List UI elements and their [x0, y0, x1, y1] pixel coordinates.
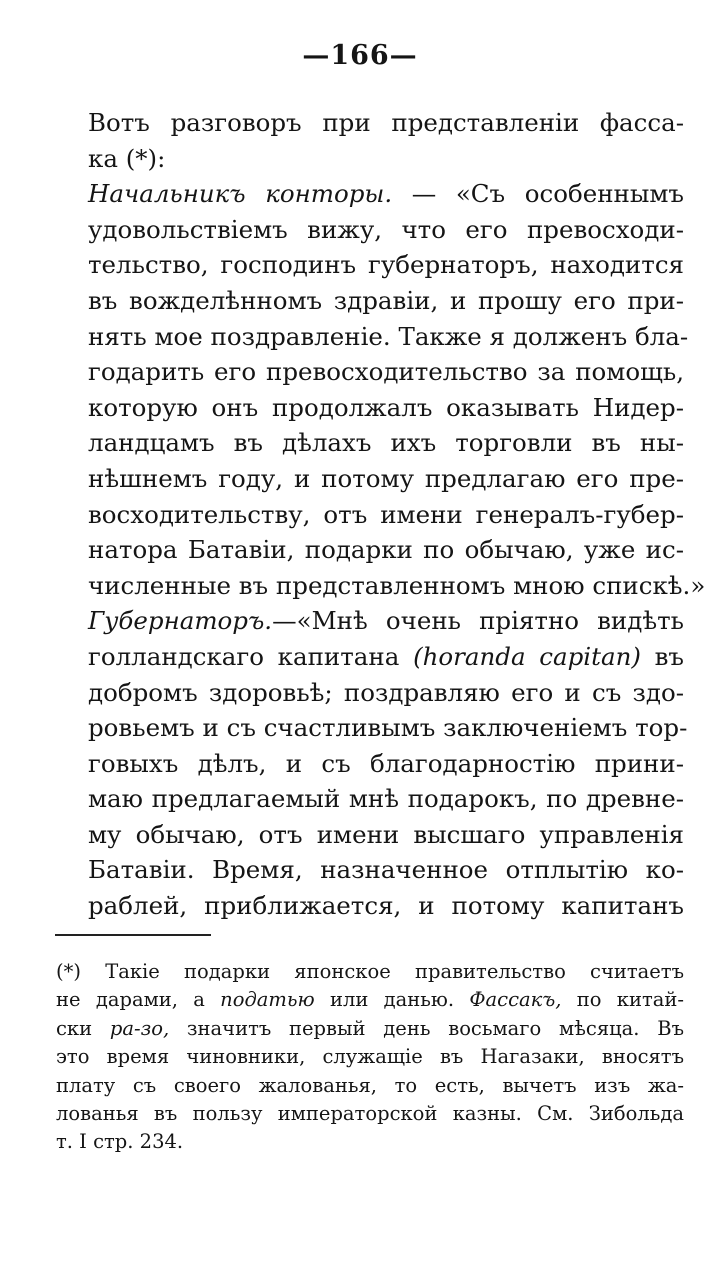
italic-text-segment: Губернаторъ.: [88, 606, 273, 636]
text-line: удовольствіемъ вижу, что его превосходи-: [88, 214, 684, 244]
text-line: которую онъ продолжалъ оказывать Нидер-: [88, 392, 684, 422]
text-line: ка (*):: [88, 143, 166, 173]
footnote-line: [56, 986, 684, 1014]
footnote-line: т. I стр. 234.: [56, 1130, 184, 1154]
text-segment: въ: [640, 641, 685, 671]
text-line: говыхъ дѣлъ, и съ благодарностію прини-: [88, 748, 684, 778]
text-line: Вотъ разговоръ при представленіи фасса-: [88, 108, 684, 137]
text-line: нять мое поздравленіе. Также я долженъ бла-: [88, 321, 689, 351]
footnote-block: [56, 958, 684, 1157]
text-line: ровьемъ и съ счастливымъ заключеніемъ тор-: [88, 713, 688, 743]
text-line: [88, 176, 684, 212]
page-number-header: —166—: [302, 40, 418, 71]
footnote-line: плату съ своего жалованья, то есть, вычетъ изъ жа-: [56, 1073, 684, 1097]
text-line: ландцамъ въ дѣлахъ ихъ торговли въ ны-: [88, 428, 684, 458]
italic-text-segment: Начальникъ конторы.: [88, 179, 393, 209]
text-line: нѣшнемъ году, и потому предлагаю его пре-: [88, 463, 684, 493]
footnote-line: это время чиновники, служащіе въ Нагазаки, вносятъ: [56, 1045, 684, 1069]
text-line: годарить его превосходительство за помощь,: [88, 357, 684, 387]
text-line: [88, 603, 684, 639]
text-segment: ски: [56, 1016, 110, 1040]
text-line: натора Батавіи, подарки по обычаю, уже ис-: [88, 535, 684, 565]
text-line: [88, 639, 684, 675]
italic-text-segment: ра-зо,: [109, 1016, 170, 1040]
text-segment: значитъ первый день восьмаго мѣсяца. Въ: [169, 1016, 684, 1040]
text-line: въ вожделѣнномъ здравіи, и прошу его при-: [88, 285, 684, 315]
text-line: восходительству, отъ имени генералъ-губер-: [88, 499, 684, 529]
text-segment: по китай-: [561, 988, 684, 1012]
text-line: му обычаю, отъ имени высшаго управленія: [88, 819, 684, 849]
italic-text-segment: (horanda capitan): [413, 641, 641, 671]
italic-text-segment: податью: [220, 988, 315, 1012]
text-line: маю предлагаемый мнѣ подарокъ, по древне-: [88, 784, 684, 814]
text-segment: голландскаго капитана: [88, 641, 414, 671]
footnote-line: [56, 1015, 684, 1043]
text-line: раблей, приближается, и потому капитанъ: [88, 891, 684, 921]
text-line: Батавіи. Время, назначенное отплытію ко-: [88, 855, 684, 885]
text-segment: не дарами, а: [56, 988, 221, 1012]
footnote-separator-rule: [55, 934, 211, 936]
text-line: тельство, господинъ губернаторъ, находится: [88, 250, 684, 280]
footnote-line: (*) Такіе подарки японское правительство считаетъ: [56, 960, 684, 983]
text-line: численные въ представленномъ мною спискѣ.»: [88, 570, 706, 600]
text-segment: или данью.: [314, 988, 470, 1012]
italic-text-segment: Фассакъ,: [469, 988, 562, 1012]
footnote-line: лованья въ пользу императорской казны. См. Зибольда: [56, 1101, 684, 1125]
text-segment: —«Мнѣ очень пріятно видѣть: [272, 606, 684, 636]
text-segment: — «Съ особеннымъ: [392, 179, 684, 209]
text-line: добромъ здоровьѣ; поздравляю его и съ здо-: [88, 677, 684, 707]
main-text-block: [88, 105, 706, 924]
